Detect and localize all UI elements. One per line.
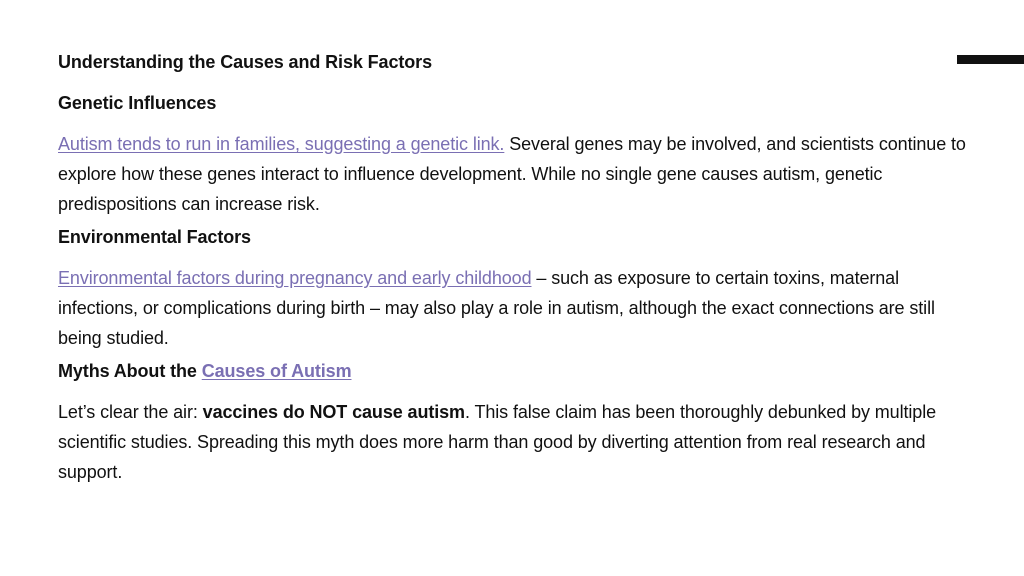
myths-text-before: Let’s clear the air: <box>58 402 203 422</box>
environmental-link[interactable]: Environmental factors during pregnancy and early childhood <box>58 268 532 288</box>
causes-of-autism-link[interactable]: Causes of Autism <box>201 361 352 381</box>
myths-heading <box>58 359 968 383</box>
environmental-heading: Environmental Factors <box>58 227 251 247</box>
myths-text-after: . This false claim has been thoroughly debunked by multiple scientific studies. Spreading this myth does more harm than good by diverting attention from real research and support. <box>58 402 937 482</box>
genetic-text: Several genes may be involved, and scientists continue to explore how these genes interact to influence development. While no single gene causes autism, genetic predispositions can increase risk. <box>58 134 966 214</box>
genetic-link[interactable]: Autism tends to run in families, suggesting a genetic link. <box>58 134 505 154</box>
genetic-paragraph <box>58 129 968 219</box>
myths-heading-prefix: Myths About the <box>58 361 202 381</box>
document-body <box>58 50 968 487</box>
environmental-text: – such as exposure to certain toxins, maternal infections, or complications during birth – may also play a role in autism, although the exact connections are still being studied. <box>58 268 935 348</box>
myths-paragraph <box>58 397 968 487</box>
genetic-heading: Genetic Influences <box>58 93 217 113</box>
document-title: Understanding the Causes and Risk Factors <box>58 52 432 72</box>
myths-text-bold: vaccines do NOT cause autism <box>202 402 465 422</box>
environmental-paragraph <box>58 263 968 353</box>
